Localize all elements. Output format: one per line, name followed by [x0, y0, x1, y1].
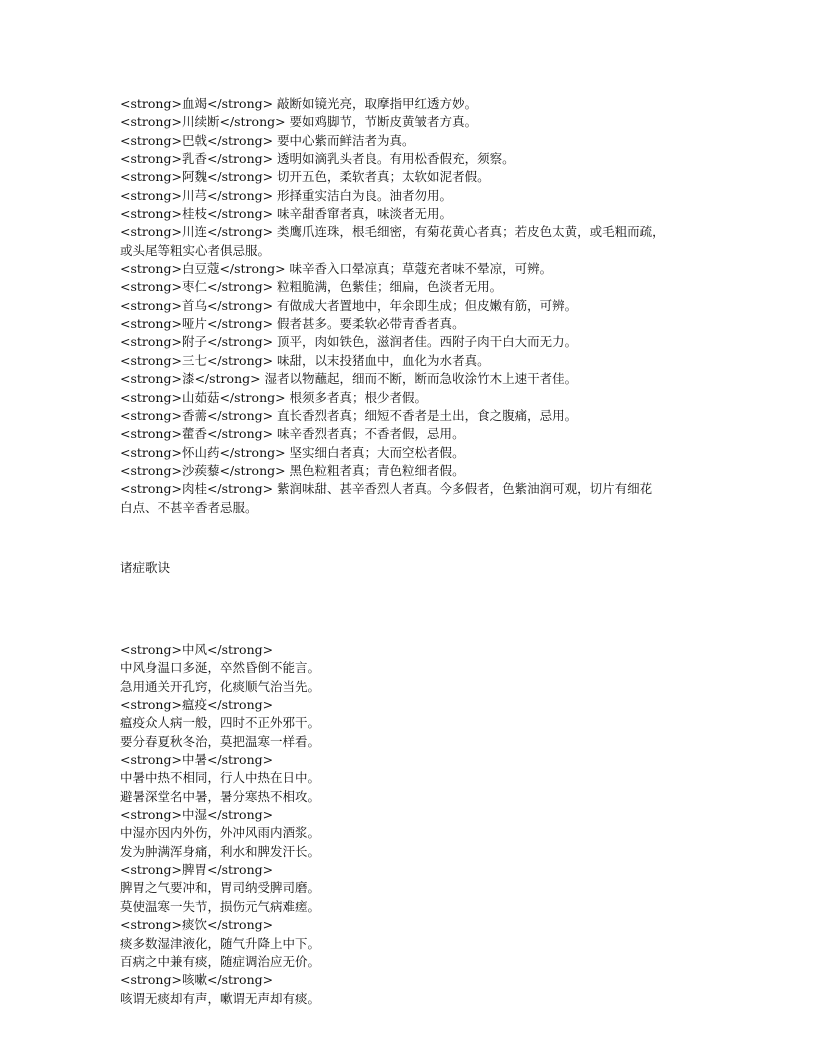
song-line: 咳谓无痰却有声，嗽谓无声却有痰。 — [120, 990, 321, 1006]
herb-line: <strong>枣仁</strong> 粒粗脆满，色紫佳；细扁，色淡者无用。 — [120, 279, 503, 295]
herb-line: <strong>川续断</strong> 要如鸡脚节，节断皮黄皱者方真。 — [120, 114, 478, 130]
song-line: 急用通关开孔窍，化痰顺气治当先。 — [120, 678, 321, 694]
herb-line: <strong>附子</strong> 顶平，肉如铁色，滋润者佳。西附子肉干白大而无力。 — [120, 334, 578, 350]
herb-line: <strong>乳香</strong> 透明如滴乳头者良。有用松香假充，须察。 — [120, 151, 515, 167]
song-line: 中风身温口多涎，卒然昏倒不能言。 — [120, 660, 321, 676]
herb-line: <strong>血竭</strong> 敲断如镜光亮，取摩指甲红透方妙。 — [120, 96, 478, 111]
herb-line: <strong>漆</strong> 湿者以物蘸起，细而不断，断而急收涂竹木上速干者佳。 — [120, 371, 578, 387]
herb-line: <strong>川连</strong> 类鹰爪连珠，根毛细密，有菊花黄心者真；若皮色太黄，或毛粗而疏， — [120, 224, 665, 240]
song-line: 瘟疫众人病一般，四时不正外邪干。 — [120, 715, 321, 731]
herb-line: 白点、不甚辛香者忌服。 — [120, 499, 258, 515]
song-line: 痰多数湿津液化，随气升降上中下。 — [120, 935, 321, 951]
herb-line: <strong>阿魏</strong> 切开五色，柔软者真；太软如泥者假。 — [120, 169, 490, 185]
herb-line: <strong>巴戟</strong> 要中心紫而鲜洁者为真。 — [120, 132, 415, 148]
herb-line: <strong>桂枝</strong> 味辛甜香窜者真，味淡者无用。 — [120, 206, 453, 222]
herb-line: <strong>藿香</strong> 味辛香烈者真；不香者假，忌用。 — [120, 426, 465, 442]
section-heading: 诸症歌诀 — [120, 560, 171, 575]
herb-line: 或头尾等粗实心者俱忌服。 — [120, 242, 271, 258]
song-line: <strong>咳嗽</strong> — [120, 972, 274, 988]
song-line: <strong>中风</strong> — [120, 642, 274, 657]
herb-line: <strong>怀山药</strong> 坚实细白者真；大而空松者假。 — [120, 444, 465, 460]
song-line: 脾胃之气要冲和，胃司纳受脾司磨。 — [120, 880, 321, 896]
herb-identification-list — [120, 95, 665, 517]
song-line: <strong>痰饮</strong> — [120, 917, 274, 933]
song-line: <strong>瘟疫</strong> — [120, 697, 274, 713]
song-line: 莫使温寒一失节，损伤元气病难瘥。 — [120, 898, 321, 914]
herb-line: <strong>三七</strong> 味甜，以末投猪血中，血化为水者真。 — [120, 352, 490, 368]
song-line: <strong>中暑</strong> — [120, 752, 274, 768]
song-line: <strong>脾胃</strong> — [120, 862, 274, 878]
song-line: 中暑中热不相同，行人中热在日中。 — [120, 770, 321, 786]
song-line: 中湿亦因内外伤，外冲风雨内酒浆。 — [120, 825, 321, 841]
herb-line: <strong>首乌</strong> 有做成大者置地中，年余即生成；但皮嫩有筋，可辨。 — [120, 297, 578, 313]
herb-line: <strong>肉桂</strong> 紫润味甜、甚辛香烈人者真。今多假者，色紫油润可观，切片有细花 — [120, 481, 653, 497]
herb-line: <strong>香薷</strong> 直长香烈者真；细短不香者是土出，食之腹痛，忌用。 — [120, 407, 578, 423]
herb-line: <strong>哑片</strong> 假者甚多。要柔软必带青香者真。 — [120, 316, 465, 332]
song-line: <strong>中湿</strong> — [120, 807, 274, 823]
herb-line: <strong>白豆蔻</strong> 味辛香入口晕凉真；草蔻充者味不晕凉，可辨。 — [120, 261, 553, 277]
symptom-songs-list — [120, 641, 320, 1008]
song-line: 发为肿满浑身痛，利水和脾发汗长。 — [120, 843, 321, 859]
song-line: 百病之中兼有痰，随症调治应无价。 — [120, 953, 321, 969]
song-line: 要分春夏秋冬治，莫把温寒一样看。 — [120, 733, 321, 749]
herb-line: <strong>川芎</strong> 形择重实洁白为良。油者勿用。 — [120, 187, 453, 203]
herb-line: <strong>山茹菇</strong> 根须多者真；根少者假。 — [120, 389, 428, 405]
song-line: 避暑深堂名中暑，暑分寒热不相攻。 — [120, 788, 321, 804]
herb-line: <strong>沙蒺藜</strong> 黑色粒粗者真；青色粒细者假。 — [120, 462, 465, 478]
